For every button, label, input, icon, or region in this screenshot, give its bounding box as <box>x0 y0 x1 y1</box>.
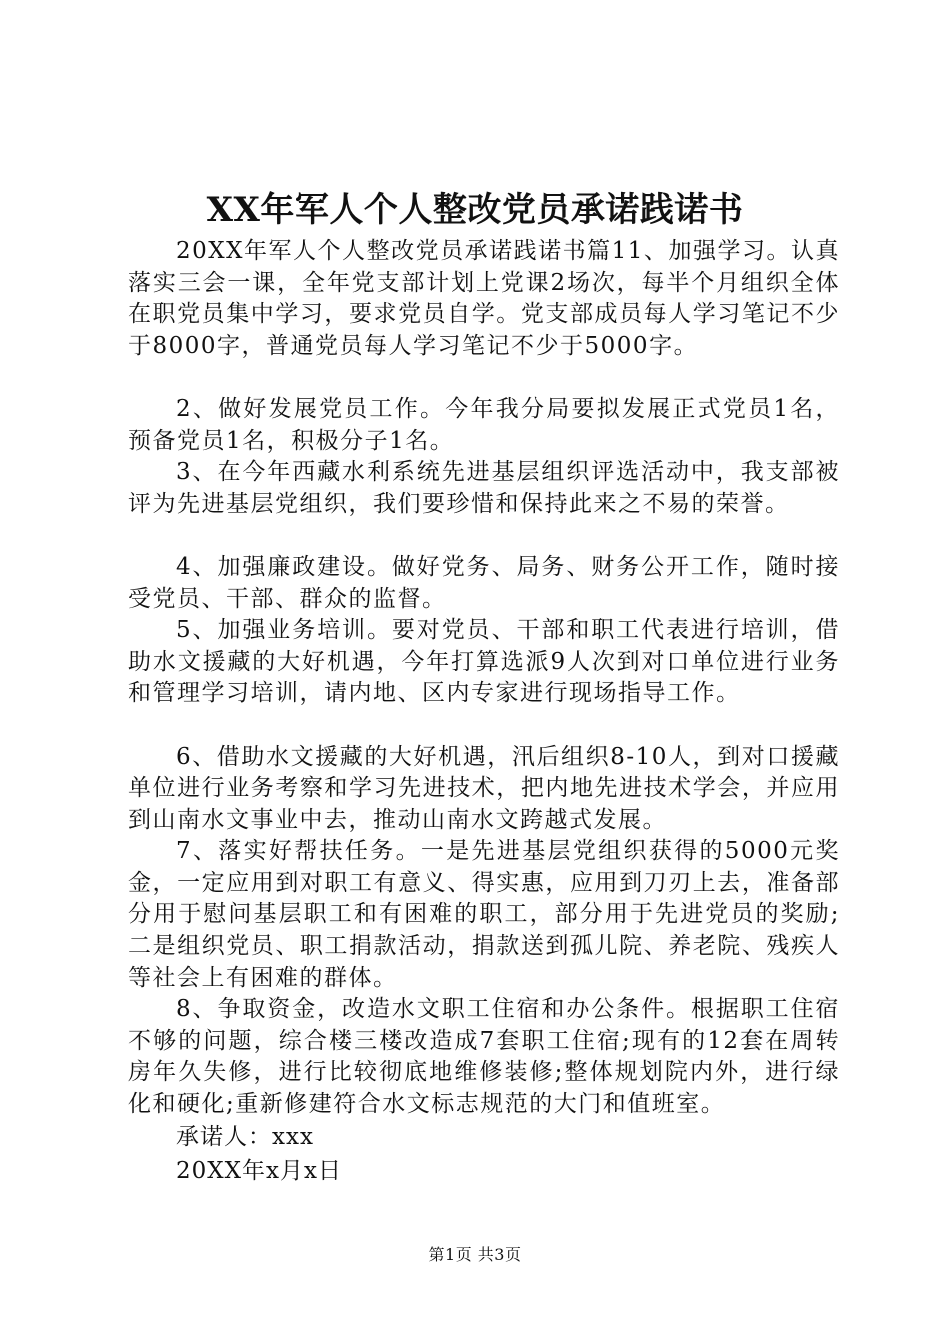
date-line: 20XX年x月x日 <box>176 1158 342 1184</box>
paragraph-2: 2、做好发展党员工作。今年我分局要拟发展正式党员1名，预备党员1名，积极分子1名。 <box>128 395 840 454</box>
page-footer: 第1页 共3页 <box>428 1245 522 1264</box>
paragraph-3: 3、在今年西藏水利系统先进基层组织评选活动中，我支部被评为先进基层党组织，我们要珍惜和保持此来之不易的荣誉。 <box>128 459 840 517</box>
paragraph-6: 6、借助水文援藏的大好机遇，汛后组织8-10人，到对口援藏单位进行业务考察和学习先进技术，把内地先进技术学会，并应用到山南水文事业中去，推动山南水文跨越式发展。 <box>128 743 840 833</box>
document-body <box>128 236 840 1121</box>
promiser-line: 承诺人：xxx <box>176 1124 314 1150</box>
paragraph-5: 5、加强业务培训。要对党员、干部和职工代表进行培训，借助水文援藏的大好机遇，今年打算选派9人次到对口单位进行业务和管理学习培训，请内地、区内专家进行现场指导工作。 <box>128 617 840 707</box>
paragraph-1: 20XX年军人个人整改党员承诺践诺书篇11、加强学习。认真落实三会一课，全年党支部计划上党课2场次，每半个月组织全体在职党员集中学习，要求党员自学。党支部成员每人学习笔记不少于8000字，普通党员每人学习笔记不少于5000字。 <box>128 238 840 359</box>
paragraph-7: 7、落实好帮扶任务。一是先进基层党组织获得的5000元奖金，一定应用到对职工有意义、得实惠，应用到刀刃上去，准备部分用于慰问基层职工和有困难的职工，部分用于先进党员的奖励;二是组织党员、职工捐款活动，捐款送到孤儿院、养老院、残疾人等社会上有困难的群体。 <box>128 838 840 991</box>
paragraph-4: 4、加强廉政建设。做好党务、局务、财务公开工作，随时接受党员、干部、群众的监督。 <box>128 553 840 612</box>
signature-block <box>176 1120 342 1188</box>
paragraph-8: 8、争取资金，改造水文职工住宿和办公条件。根据职工住宿不够的问题，综合楼三楼改造成7套职工住宿;现有的12套在周转房年久失修，进行比较彻底地维修装修;整体规划院内外，进行绿化和硬化;重新修建符合水文标志规范的大门和值班室。 <box>128 996 840 1118</box>
document-title: XX年军人个人整改党员承诺践诺书 <box>206 190 744 230</box>
